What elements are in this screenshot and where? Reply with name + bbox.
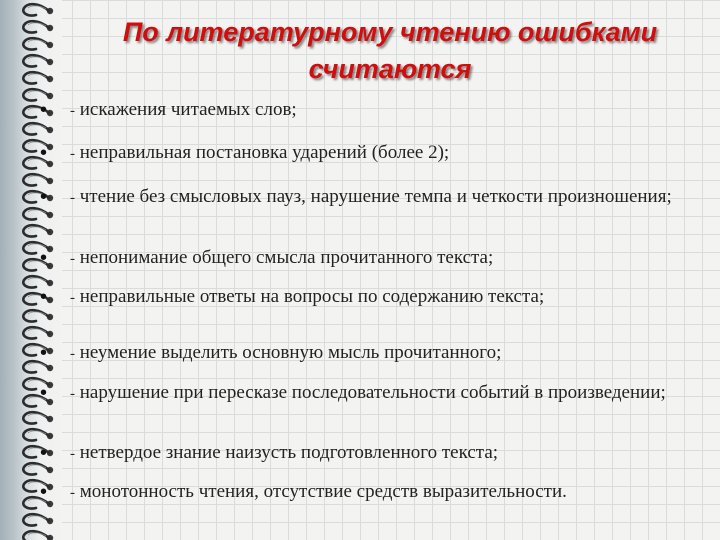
spiral-ring <box>23 174 53 185</box>
item-dash: - <box>70 146 75 162</box>
bullet-icon: • <box>40 481 48 503</box>
item-dash: - <box>70 485 75 501</box>
spiral-ring <box>23 225 53 236</box>
list-item <box>40 481 712 504</box>
item-text: непонимание общего смысла прочитанного текста; <box>79 247 494 268</box>
bullet-icon: • <box>40 186 48 208</box>
spiral-ring <box>23 429 53 440</box>
list-item <box>40 286 712 309</box>
item-dash: - <box>70 346 75 362</box>
spiral-ring <box>23 531 53 540</box>
bullet-icon: • <box>40 99 48 121</box>
list-item <box>40 99 712 122</box>
spiral-ring <box>23 208 53 219</box>
spiral-ring <box>23 514 53 525</box>
spiral-ring <box>23 327 53 338</box>
list-item <box>40 342 712 365</box>
list-item <box>40 186 712 209</box>
item-text: чтение без смысловых пауз, нарушение темпа и четкости произношения; <box>79 186 672 207</box>
page-title <box>70 14 710 88</box>
item-text: нарушение при пересказе последовательности событий в произведении; <box>79 382 666 403</box>
item-text: неумение выделить основную мысль прочитанного; <box>79 342 502 363</box>
item-dash: - <box>70 251 75 267</box>
spiral-ring <box>23 310 53 321</box>
spiral-ring <box>23 4 53 15</box>
item-dash: - <box>70 290 75 306</box>
title-line-2: считаются <box>308 54 472 84</box>
list-item <box>40 142 712 165</box>
item-text: неправильные ответы на вопросы по содержанию текста; <box>79 286 545 307</box>
item-dash: - <box>70 446 75 462</box>
item-text: монотонность чтения, отсутствие средств выразительности. <box>79 481 567 502</box>
bullet-icon: • <box>40 382 48 404</box>
list-item <box>40 247 712 270</box>
item-dash: - <box>70 386 75 402</box>
list-item <box>40 442 712 465</box>
spiral-ring <box>23 38 53 49</box>
item-text: нетвердое знание наизусть подготовленного текста; <box>79 442 499 463</box>
bullet-icon: • <box>40 286 48 308</box>
item-text: искажения читаемых слов; <box>79 99 297 120</box>
title-line-1: По литературному чтению ошибками <box>122 17 658 47</box>
spiral-ring <box>23 123 53 134</box>
bullet-icon: • <box>40 342 48 364</box>
item-dash: - <box>70 103 75 119</box>
spiral-ring <box>23 412 53 423</box>
list-item <box>40 382 712 405</box>
item-dash: - <box>70 190 75 206</box>
spiral-ring <box>23 72 53 83</box>
bullet-icon: • <box>40 247 48 269</box>
spiral-ring <box>23 55 53 66</box>
item-text: неправильная постановка ударений (более 2); <box>79 142 450 163</box>
spiral-ring <box>23 21 53 32</box>
bullet-icon: • <box>40 142 48 164</box>
bullet-icon: • <box>40 442 48 464</box>
